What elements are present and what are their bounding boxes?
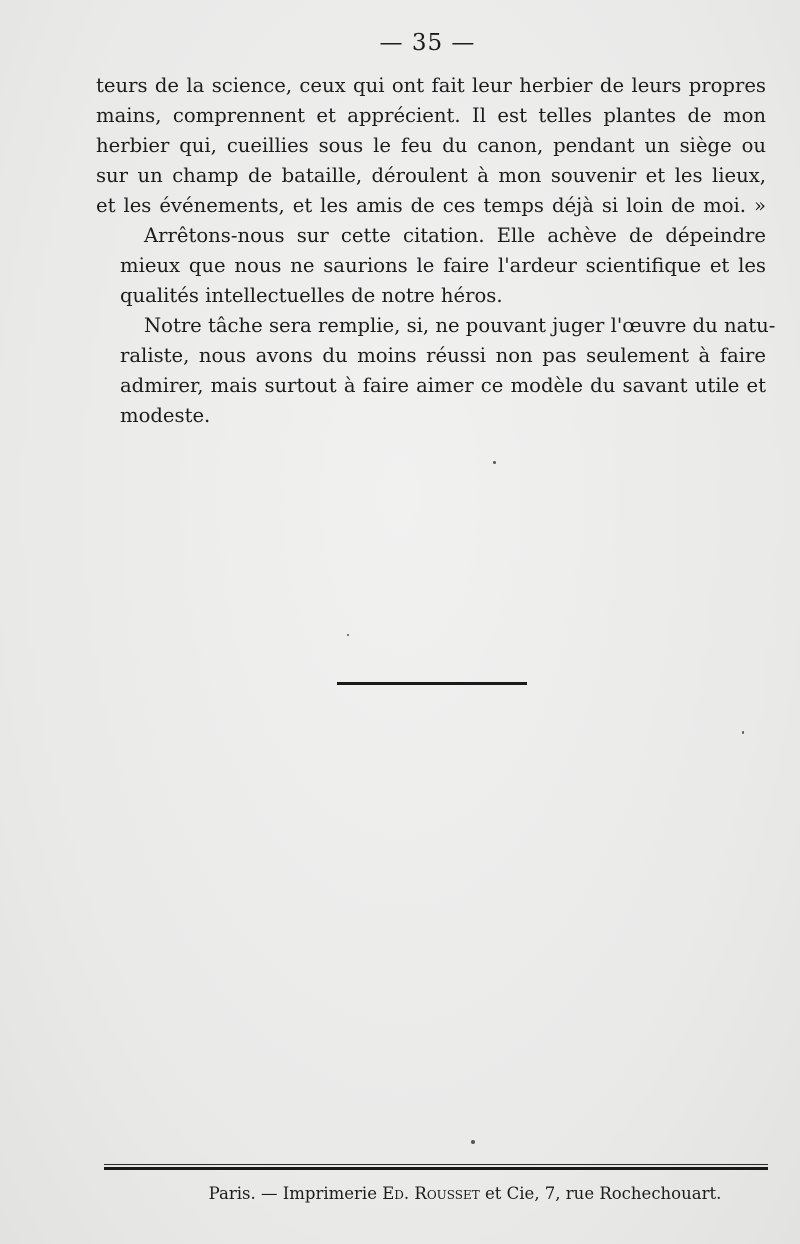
text-line: qualités intellectuelles de notre héros.: [120, 284, 503, 307]
text-line: teurs de la science, ceux qui ont fait leur herbier de leurs propres: [96, 74, 766, 97]
paragraph-1: [96, 71, 766, 221]
imprint-dash: —: [260, 1184, 278, 1203]
imprint-printer-name: Rousset: [414, 1184, 480, 1203]
footer-rule-thin: [104, 1164, 768, 1165]
imprint-address: et Cie, 7, rue Rochechouart.: [485, 1184, 722, 1203]
text-line: mieux que nous ne saurions le faire l'ardeur scientifique et les: [120, 254, 766, 277]
imprint-printer-initial: Ed.: [382, 1184, 410, 1203]
text-line: raliste, nous avons du moins réussi non pas seulement à faire: [120, 344, 766, 367]
page-number: — 35 —: [379, 30, 476, 56]
text-line: sur un champ de bataille, déroulent à mon souvenir et les lieux,: [96, 164, 766, 187]
paragraph-3: [96, 311, 776, 431]
text-line: mains, comprennent et apprécient. Il est telles plantes de mon: [96, 104, 766, 127]
text-line: admirer, mais surtout à faire aimer ce modèle du savant utile et: [120, 374, 766, 397]
body-text: [96, 71, 776, 431]
paper-speck: [742, 731, 744, 734]
paragraph-2: [96, 221, 766, 311]
printer-imprint: [0, 1184, 800, 1203]
imprint-printer-word: Imprimerie: [282, 1184, 377, 1203]
imprint-city: Paris.: [208, 1184, 256, 1203]
paper-speck: [493, 461, 496, 464]
text-line: herbier qui, cueillies sous le feu du canon, pendant un siège ou: [96, 134, 766, 157]
footer-rule-thick: [104, 1167, 768, 1170]
paper-speck: [347, 634, 349, 636]
text-line: modeste.: [120, 404, 211, 427]
text-line: Notre tâche sera remplie, si, ne pouvant juger l'œuvre du natu-: [144, 314, 776, 337]
text-line: Arrêtons-nous sur cette citation. Elle achève de dépeindre: [144, 224, 766, 247]
section-divider: [337, 682, 527, 685]
paper-speck: [471, 1140, 475, 1144]
text-line: et les événements, et les amis de ces temps déjà si loin de moi. »: [96, 194, 766, 217]
